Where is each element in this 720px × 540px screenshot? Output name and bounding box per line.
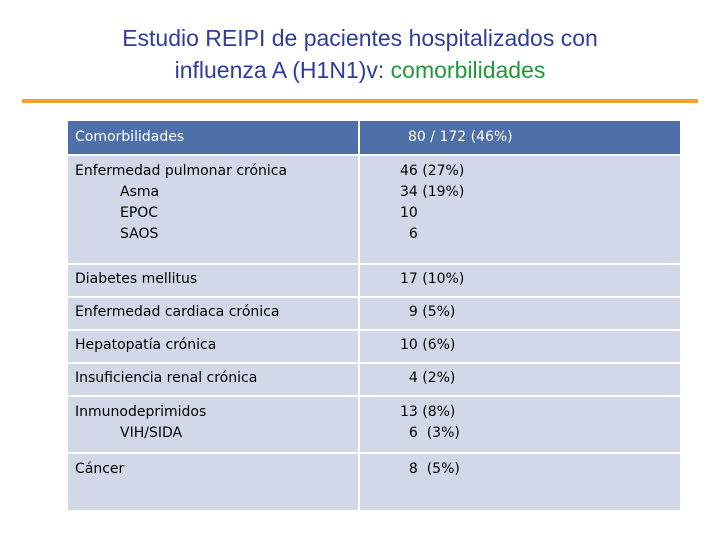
row-values <box>358 364 680 395</box>
row-values <box>358 331 680 362</box>
slide-title <box>0 22 720 86</box>
row-value: 6 <box>400 226 418 242</box>
row-value: 46 (27%) <box>400 163 465 179</box>
row-label: Insuficiencia renal crónica <box>75 370 258 386</box>
row-label: Cáncer <box>75 461 125 477</box>
row-label: Enfermedad cardiaca crónica <box>75 304 280 320</box>
comorbidities-table <box>68 121 680 512</box>
row-value: 10 <box>400 205 418 221</box>
row-value: 34 (19%) <box>400 184 465 200</box>
row-labels <box>68 331 358 362</box>
row-label: Diabetes mellitus <box>75 271 198 287</box>
row-label: Enfermedad pulmonar crónica <box>75 163 288 179</box>
row-values <box>358 298 680 329</box>
title-highlight: comorbilidades <box>390 57 546 83</box>
row-value: 8 (5%) <box>400 461 460 477</box>
row-value: 10 (6%) <box>400 337 456 353</box>
row-labels <box>68 454 358 510</box>
row-labels <box>68 265 358 296</box>
table-row <box>68 364 680 397</box>
row-values <box>358 265 680 296</box>
table-row <box>68 331 680 364</box>
row-sublabel: Asma <box>120 184 160 200</box>
header-value: 80 / 172 (46%) <box>358 121 680 154</box>
row-values <box>358 156 680 263</box>
row-value: 9 (5%) <box>400 304 456 320</box>
table-row <box>68 156 680 265</box>
row-sublabel: VIH/SIDA <box>120 425 183 441</box>
row-labels <box>68 397 358 452</box>
title-line-2-start: influenza A (H1N1)v: <box>174 57 391 83</box>
row-sublabel: EPOC <box>120 205 159 221</box>
row-values <box>358 454 680 510</box>
table-row <box>68 397 680 454</box>
row-sublabel: SAOS <box>120 226 159 242</box>
row-value: 13 (8%) <box>400 404 456 420</box>
title-line-1: Estudio REIPI de pacientes hospitalizados con <box>122 25 598 51</box>
row-labels <box>68 298 358 329</box>
table-row <box>68 298 680 331</box>
row-value: 17 (10%) <box>400 271 465 287</box>
row-values <box>358 397 680 452</box>
table-header <box>68 121 680 156</box>
row-labels <box>68 364 358 395</box>
row-value: 6 (3%) <box>400 425 460 441</box>
row-label: Hepatopatía crónica <box>75 337 217 353</box>
header-label: Comorbilidades <box>75 129 185 145</box>
row-labels <box>68 156 358 263</box>
orange-divider <box>22 99 698 103</box>
table-row <box>68 265 680 298</box>
row-value: 4 (2%) <box>400 370 456 386</box>
row-label: Inmunodeprimidos <box>75 404 207 420</box>
title-line-2 <box>0 54 720 86</box>
table-row <box>68 454 680 512</box>
